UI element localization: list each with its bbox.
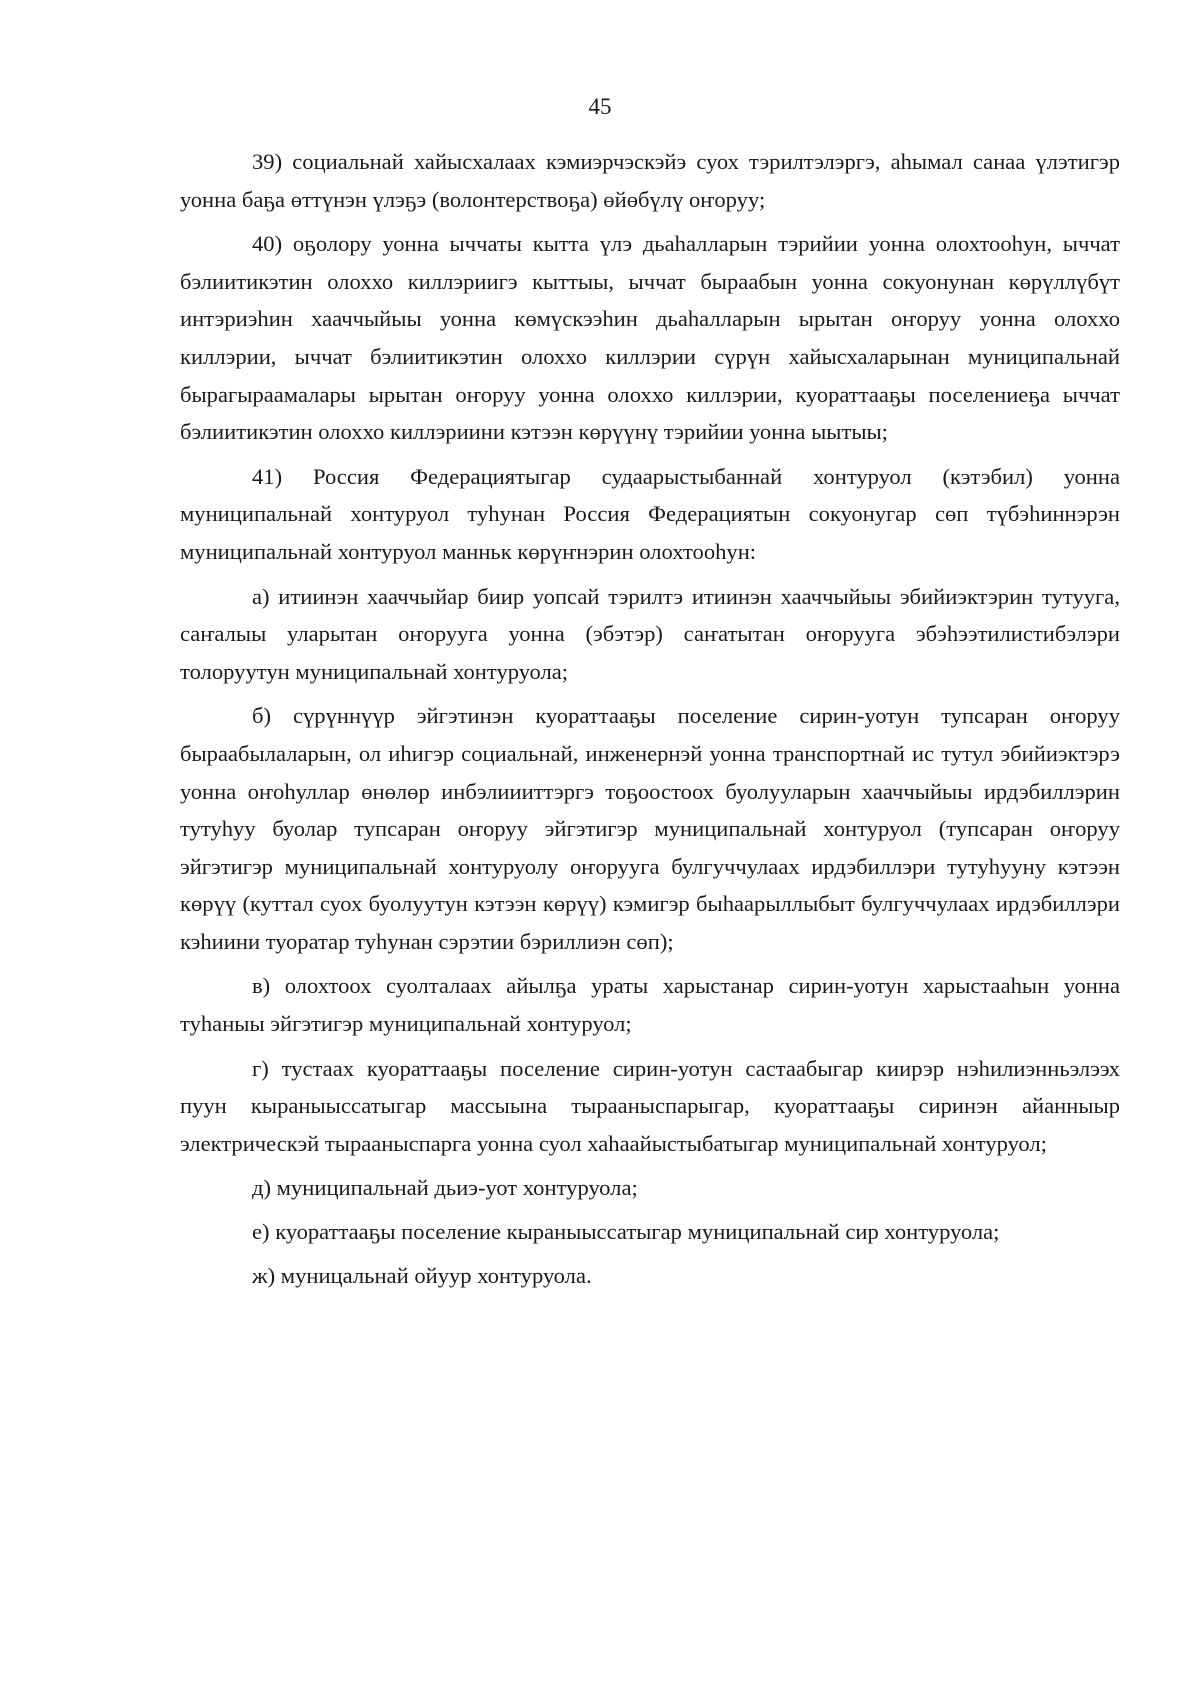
subparagraph-a: а) итиинэн хааччыйар биир уопсай тэрилтэ итиинэн хааччыйыы эбийиэктэрин тутууга, саҥалыы уларытан оҥорууга уонна (эбэтэр) саҥатытан оҥорууга эбэһээтилистибэлэри толоруутун муниципальнай хонтуруола;	[180, 583, 1120, 684]
paragraph-40: 40) оҕолору уонна ыччаты кытта үлэ дьаһалларын тэрийии уонна олохтооһун, ыччат бэлиитикэтин олоххо киллэриигэ кыттыы, ыччат быраабын уонна сокуонунан көрүллүбүт интэриэһин хааччыйыы уонна көмүскээһин дьаһалларын ырытан оҥоруу уонна олоххо киллэрии, ыччат бэлиитикэтин олоххо киллэрии сүрүн хайысхаларынан муниципальнай бырагыраамалары ырытан оҥоруу уонна олоххо киллэрии, куораттааҕы поселениеҕа ыччат бэлиитикэтин олоххо киллэриини кэтээн көрүүнү тэрийии уонна ыытыы;	[180, 231, 1120, 445]
paragraph-39: 39) социальнай хайысхалаах кэмиэрчэскэйэ суох тэрилтэлэргэ, аһымал санаа үлэтигэр уонна баҕа өттүнэн үлэҕэ (волонтерствоҕа) өйөбүлү оҥоруу;	[180, 149, 1120, 212]
document-body	[180, 143, 1120, 1300]
subparagraph-d: д) муниципальнай дьиэ-уот хонтуруола;	[252, 1175, 638, 1201]
subparagraph-g: г) тустаах куораттааҕы поселение сирин-уотун састаабыгар киирэр нэһилиэнньэлээх пуун кыраныыссатыгар массыына тырааныспарыгар, куораттааҕы сиринэн айанныыр электрическэй тырааныспарга уонна суол хаһаайыстыбатыгар муниципальнай хонтуруол;	[180, 1055, 1120, 1156]
subparagraph-zh: ж) муницальнай ойуур хонтуруола.	[252, 1262, 592, 1288]
paragraph-41: 41) Россия Федерациятыгар судаарыстыбаннай хонтуруол (кэтэбил) уонна муниципальнай хонтуруол туһунан Россия Федерациятын сокуонугар сөп түбэһиннэрэн муниципальнай хонтуруол манньк көрүҥнэрин олохтооһун:	[180, 463, 1120, 564]
subparagraph-e: е) куораттааҕы поселение кыраныыссатыгар муниципальнай сир хонтуруола;	[252, 1219, 1000, 1245]
subparagraph-v: в) олохтоох суолталаах айылҕа ураты харыстанар сирин-уотун харыстааһын уонна туһаныы эйгэтигэр муниципальнай хонтуруол;	[180, 973, 1120, 1037]
page-number: 45	[588, 94, 612, 119]
subparagraph-b: б) сүрүннүүр эйгэтинэн куораттааҕы поселение сирин-уотун тупсаран оҥоруу быраабылаларын, ол иһигэр социальнай, инженернэй уонна транспортнай ис тутул эбийиэктэрэ уонна оҥоһуллар өнөлөр инбэлиииттэргэ тоҕоостоох буолууларын хааччыйыы ирдэбиллэрин тутуһуу буолар тупсаран оҥоруу эйгэтигэр муниципальнай хонтуруол (тупсаран оҥоруу эйгэтигэр муниципальнай хонтуруолу оҥорууга булгуччулаах ирдэбиллэри тутуһууну кэтээн көрүү (куттал суох буолуутун кэтээн көрүү) кэмигэр быһаарыллыбыт булгуччулаах ирдэбиллэри кэһиини туоратар туһунан сэрэтии бэриллиэн сөп);	[180, 703, 1120, 954]
